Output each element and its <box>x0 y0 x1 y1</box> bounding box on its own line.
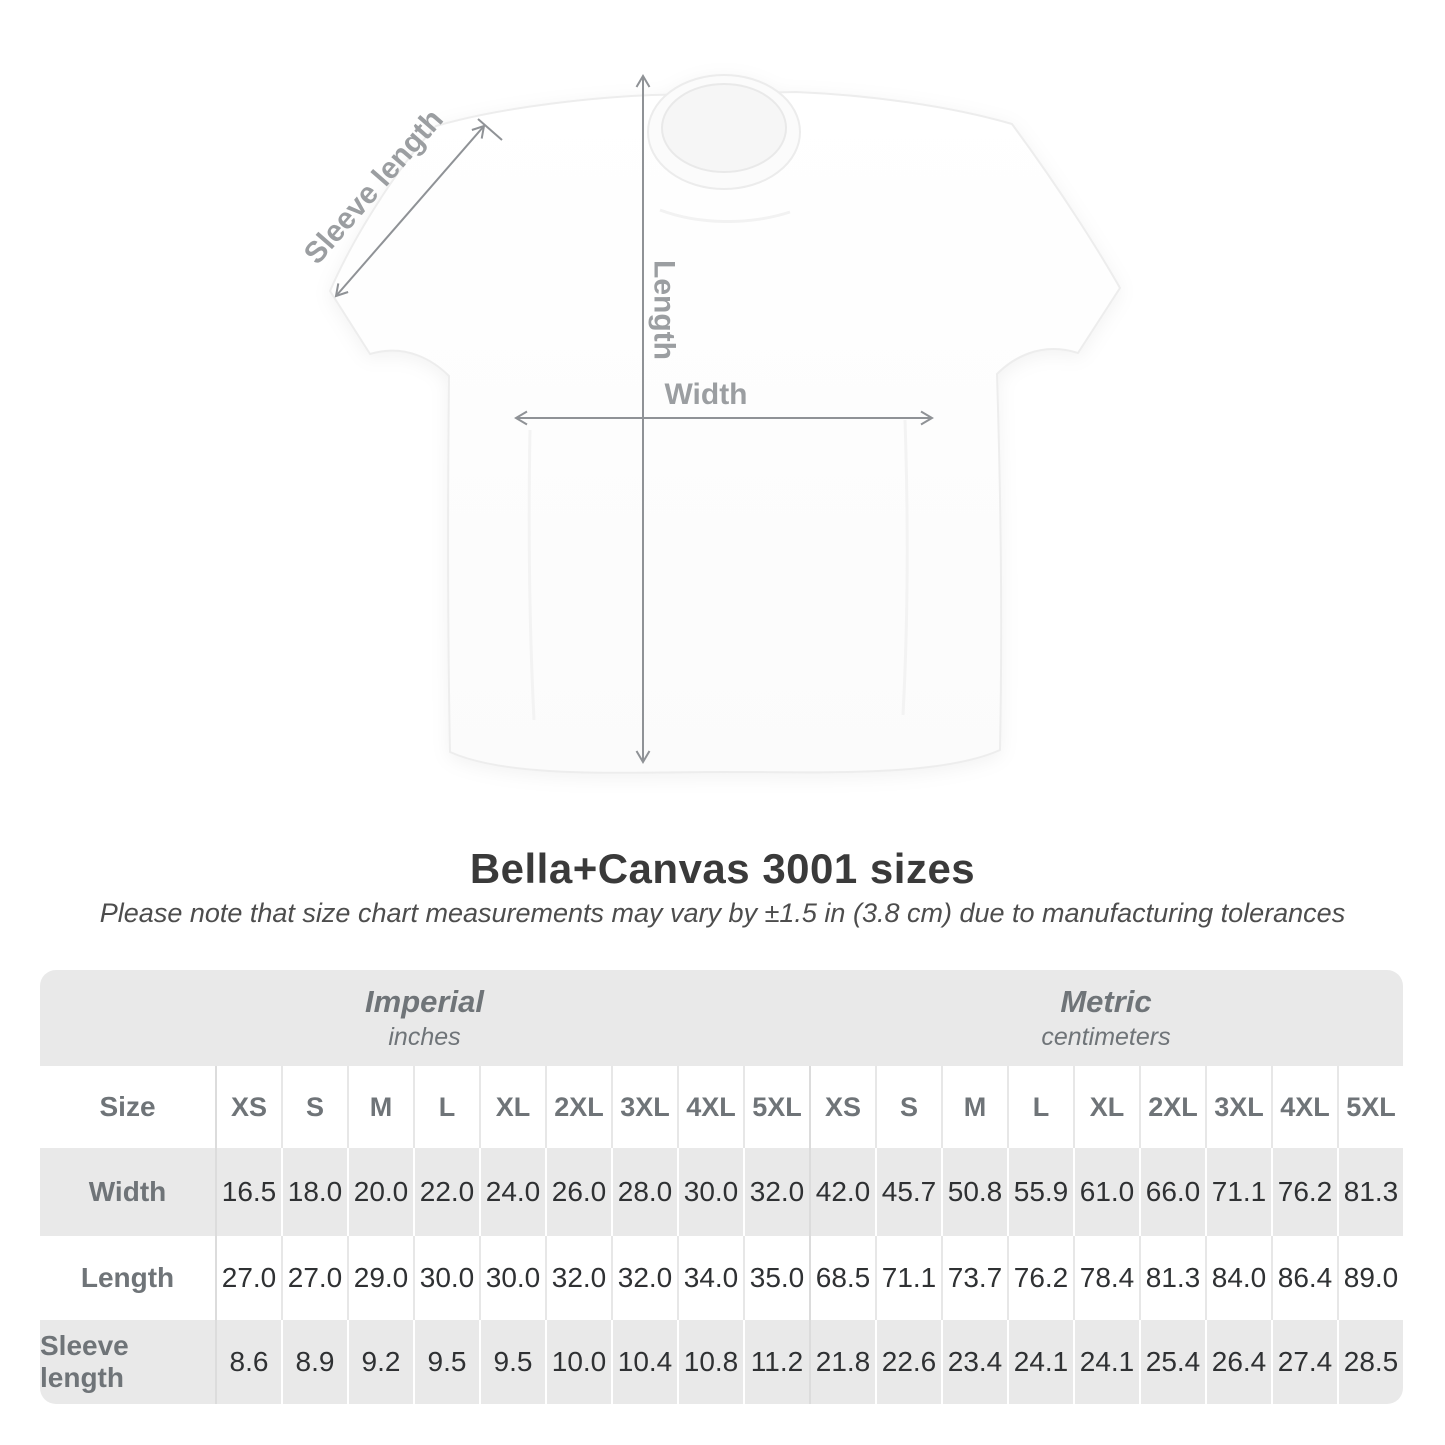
size-value-cell: 21.8 <box>809 1320 875 1404</box>
size-value-cell: 50.8 <box>941 1148 1007 1236</box>
size-col-header: 5XL <box>1337 1066 1403 1148</box>
size-value-cell: 8.6 <box>215 1320 281 1404</box>
size-value-cell: 24.0 <box>479 1148 545 1236</box>
metric-label: Metric <box>1060 984 1152 1019</box>
size-value-cell: 76.2 <box>1271 1148 1337 1236</box>
size-value-cell: 81.3 <box>1337 1148 1403 1236</box>
size-value-cell: 25.4 <box>1139 1320 1205 1404</box>
size-value-cell: 42.0 <box>809 1148 875 1236</box>
size-col-header: 3XL <box>611 1066 677 1148</box>
size-col-header: L <box>413 1066 479 1148</box>
size-value-cell: 30.0 <box>677 1148 743 1236</box>
tshirt-silhouette <box>330 75 1120 773</box>
size-value-cell: 81.3 <box>1139 1236 1205 1320</box>
size-value-cell: 32.0 <box>611 1236 677 1320</box>
size-value-cell: 10.8 <box>677 1320 743 1404</box>
size-col-header: 4XL <box>1271 1066 1337 1148</box>
size-value-cell: 68.5 <box>809 1236 875 1320</box>
size-value-cell: 34.0 <box>677 1236 743 1320</box>
size-value-cell: 35.0 <box>743 1236 809 1320</box>
imperial-section-header <box>40 970 809 1066</box>
size-value-cell: 10.0 <box>545 1320 611 1404</box>
size-value-cell: 22.0 <box>413 1148 479 1236</box>
size-value-cell: 86.4 <box>1271 1236 1337 1320</box>
corner-header: Size <box>40 1066 215 1148</box>
size-value-cell: 61.0 <box>1073 1148 1139 1236</box>
size-col-header: 3XL <box>1205 1066 1271 1148</box>
metric-section-header <box>809 970 1403 1066</box>
imperial-unit: inches <box>388 1023 461 1051</box>
size-value-cell: 27.0 <box>281 1236 347 1320</box>
row-label-width: Width <box>40 1148 215 1236</box>
size-value-cell: 71.1 <box>875 1236 941 1320</box>
size-value-cell: 73.7 <box>941 1236 1007 1320</box>
row-label-sleeve-length: Sleeve length <box>40 1320 215 1404</box>
row-label-length: Length <box>40 1236 215 1320</box>
size-value-cell: 8.9 <box>281 1320 347 1404</box>
size-value-cell: 26.0 <box>545 1148 611 1236</box>
size-col-header: M <box>941 1066 1007 1148</box>
size-value-cell: 27.0 <box>215 1236 281 1320</box>
size-value-cell: 55.9 <box>1007 1148 1073 1236</box>
size-value-cell: 18.0 <box>281 1148 347 1236</box>
size-value-cell: 71.1 <box>1205 1148 1271 1236</box>
collar-inner <box>662 84 786 172</box>
size-value-cell: 89.0 <box>1337 1236 1403 1320</box>
size-value-cell: 28.5 <box>1337 1320 1403 1404</box>
size-value-cell: 32.0 <box>743 1148 809 1236</box>
width-label: Width <box>664 378 748 411</box>
size-col-header: S <box>281 1066 347 1148</box>
metric-unit: centimeters <box>1041 1023 1171 1051</box>
size-value-cell: 27.4 <box>1271 1320 1337 1404</box>
size-value-cell: 10.4 <box>611 1320 677 1404</box>
size-value-cell: 28.0 <box>611 1148 677 1236</box>
size-col-header: XL <box>479 1066 545 1148</box>
size-value-cell: 22.6 <box>875 1320 941 1404</box>
size-value-cell: 45.7 <box>875 1148 941 1236</box>
size-value-cell: 66.0 <box>1139 1148 1205 1236</box>
size-value-cell: 9.5 <box>479 1320 545 1404</box>
size-col-header: 5XL <box>743 1066 809 1148</box>
imperial-label: Imperial <box>365 984 484 1019</box>
size-value-cell: 84.0 <box>1205 1236 1271 1320</box>
size-value-cell: 16.5 <box>215 1148 281 1236</box>
size-value-cell: 30.0 <box>479 1236 545 1320</box>
page-subtitle: Please note that size chart measurements may vary by ±1.5 in (3.8 cm) due to manufacturing tolerances <box>99 898 1346 928</box>
size-value-cell: 9.2 <box>347 1320 413 1404</box>
size-value-cell: 9.5 <box>413 1320 479 1404</box>
size-value-cell: 24.1 <box>1007 1320 1073 1404</box>
size-col-header: S <box>875 1066 941 1148</box>
size-col-header: XL <box>1073 1066 1139 1148</box>
size-value-cell: 30.0 <box>413 1236 479 1320</box>
size-value-cell: 23.4 <box>941 1320 1007 1404</box>
size-value-cell: 78.4 <box>1073 1236 1139 1320</box>
size-value-cell: 29.0 <box>347 1236 413 1320</box>
size-table <box>40 970 1403 1404</box>
sleeve-length-label: Sleeve length <box>297 103 450 271</box>
size-col-header: 2XL <box>1139 1066 1205 1148</box>
size-col-header: M <box>347 1066 413 1148</box>
size-col-header: XS <box>215 1066 281 1148</box>
size-value-cell: 24.1 <box>1073 1320 1139 1404</box>
size-col-header: 2XL <box>545 1066 611 1148</box>
size-value-cell: 26.4 <box>1205 1320 1271 1404</box>
size-value-cell: 11.2 <box>743 1320 809 1404</box>
size-col-header: XS <box>809 1066 875 1148</box>
size-value-cell: 76.2 <box>1007 1236 1073 1320</box>
size-value-cell: 20.0 <box>347 1148 413 1236</box>
length-label: Length <box>647 260 681 360</box>
size-col-header: L <box>1007 1066 1073 1148</box>
page-title: Bella+Canvas 3001 sizes <box>469 845 976 892</box>
size-value-cell: 32.0 <box>545 1236 611 1320</box>
size-col-header: 4XL <box>677 1066 743 1148</box>
